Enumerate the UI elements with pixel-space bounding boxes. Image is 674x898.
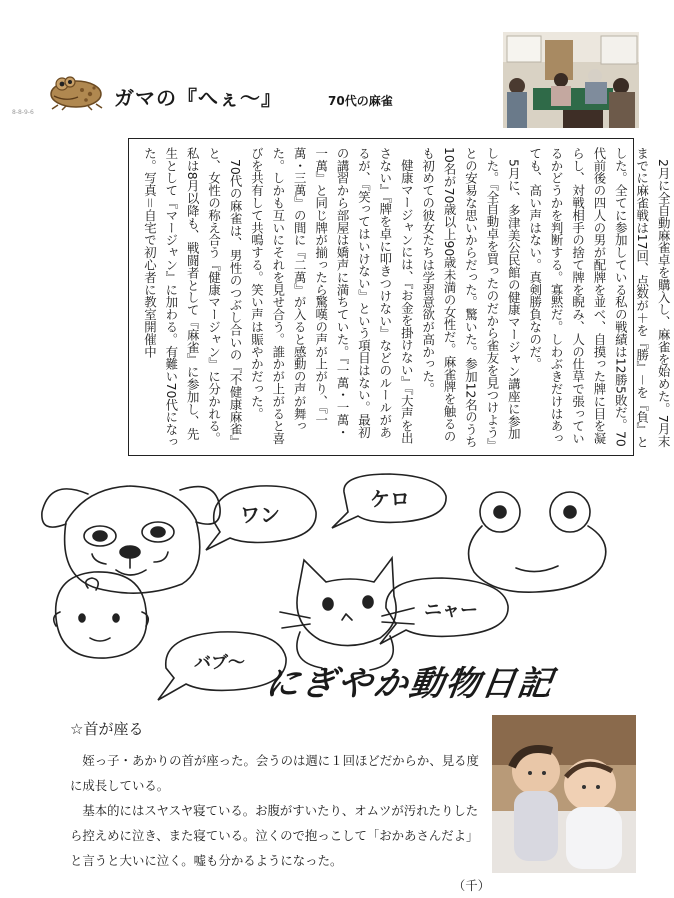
diary-body [70, 748, 490, 898]
corner-mark: 8-8-9-6 [12, 109, 34, 116]
dog-sound-text: ワン [240, 503, 280, 527]
baby-sound-text: バブ～ [194, 653, 245, 673]
frog-sound-text: ケロ [370, 487, 410, 511]
babies-photo [492, 715, 636, 873]
diary-title: にぎやか動物日記 [262, 664, 557, 704]
diary-paragraph: 姪っ子・あかりの首が座った。会うのは週に１回ほどだからか、見る度に成長している。 [70, 753, 479, 793]
cat-doodle [280, 558, 414, 670]
column-paragraph: 70代の麻雀は、男性のつぶし合いの『不健康麻雀』と、女性の称え合う『健康マージャン』に分かれる。私は8月以降も、戦闘者として『麻雀』に参加し、先生として『マージャン』に加わる。有難い70代になった。写真＝自宅で初心者に教室開催中 [142, 147, 244, 448]
frog-doodle [469, 492, 606, 592]
author-mark: （千） [452, 878, 490, 893]
column-paragraph: 健康マージャンには、『お金を掛けない』『大声を出さない』『牌を卓に叩きつけない』などのルールがあるが、『笑ってはいけない』という項目はない。最初の講習から部屋は嬌声に満ちていた。『一萬・一萬・一萬』と同じ牌が揃ったら驚嘆の声が上がり、『一萬・三萬』の間に『二萬』が入ると感動の声が舞った。しかも互いにそれを見せ合う。誰かが上がると喜びを共有して共鳴する。笑い声は賑やかだった。 [249, 147, 415, 445]
column-subtitle: 70代の麻雀 [328, 94, 393, 108]
column-title: ガマの『へぇ～』 [114, 86, 282, 110]
mahjong-photo [503, 32, 639, 128]
diary-paragraph: 基本的にはスヤスヤ寝ている。お腹がすいたり、オムツが汚れたりしたら控えめに泣き、また寝ている。泣くので抱っこして「おかあさんだよ」と言うと大いに泣く。嘘も分かるようになった。 [70, 803, 479, 868]
baby-doodle [54, 572, 149, 658]
column-text [139, 147, 674, 449]
column-box [128, 138, 672, 456]
section-heading: ☆首が座る [70, 720, 144, 738]
cat-sound-text: ニャー [424, 600, 478, 621]
toad-icon [48, 70, 104, 110]
column-paragraph: 5月に、多津美公民館の健康マージャン講座に参加した。『全自動卓を買ったのだから雀友を見つけよう』との安易な思いからだった。驚いた。参加12名のうち10名が70歳以上90歳未満の女性だ。麻雀牌を触るのも初めての彼女たちは学習意欲が高かった。 [420, 147, 522, 448]
column-paragraph: 2月に全自動麻雀卓を購入し、麻雀を始めた。7月末までに麻雀戦は17回、点数が＋を『勝』－を『負』とした。全てに参加している私の戦績は12勝5敗だ。70代前後の四人の男が配牌を並べ、自摸った牌に目を凝らし、対戦相手の捨て牌を睨み、人の仕草で張っているかどうかを判断する。寡黙だ。しわぶきだけはあっても、高い声はない。真剣勝負なのだ。 [527, 147, 672, 448]
dog-doodle [42, 486, 220, 593]
